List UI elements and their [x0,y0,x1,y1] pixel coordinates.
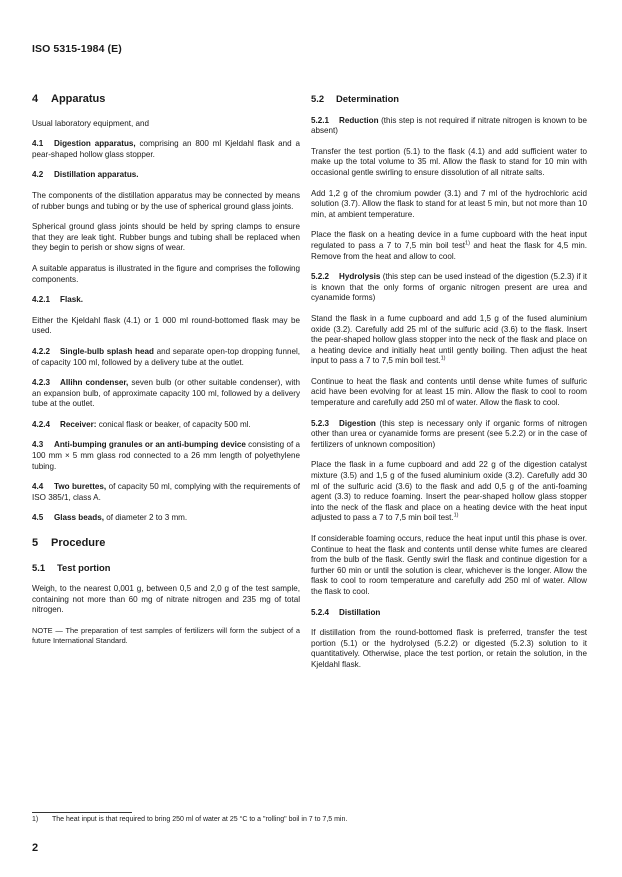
clause-4-2-3: 4.2.3 Allihn condenser, seven bulb (or other suitable condenser), with an expansion bulb, of approximate capacity 100 ml, followed by a delivery tube at the outlet. [32,378,301,409]
clause-5-2-3: 5.2.3 Digestion (this step is necessary only if organic forms of nitrogen other than urea or cyanamide forms are present (see 5.2.2) or in the case of fertilizers of unknown composition) [311,418,588,449]
paragraph: A suitable apparatus is illustrated in the figure and comprises the following components. [32,263,300,284]
left-column [32,94,300,655]
clause-4-5: 4.5 Glass beads, of diameter 2 to 3 mm. [32,513,188,523]
clause-5-2-4: 5.2.4 Distillation [311,607,381,617]
section-heading-procedure: 5 Procedure [32,537,106,550]
paragraph: Spherical ground glass joints should be held by spring clamps to ensure that they are leak tight. Rubber bungs and tubing shall be replaced when they begin to perish or show signs of wear. [32,222,300,253]
footnote: 1) The heat input is that required to bring 250 ml of water at 25 °C to a "rolling" boil in 7 to 7,5 min. [32,816,348,823]
clause-4-2-4: 4.2.4 Receiver: conical flask or beaker, of capacity 500 ml. [32,419,251,429]
footnote-reference: 1) [465,240,470,247]
page-number: 2 [32,842,39,854]
footnote-rule [32,812,132,813]
clause-4-2: 4.2 Distillation apparatus. [32,170,139,180]
clause-5-2-2: 5.2.2 Hydrolysis (this step can be used instead of the digestion (5.2.3) if it is known that the only forms of organic nitrogen present are urea and cyanamide forms) [311,272,587,303]
paragraph: Stand the flask in a fume cupboard and add 1,5 g of the fused aluminium oxide (3.2). Carefully add 25 ml of the sulfuric acid (3.6) to the flask. Insert the pear-shaped hollow glass stopper into the neck of the flask and place on a heating device and initially heat until gently boiling. Then adjust the heat input to pass a 7 to 7,5 min boil test.$^{1)}$ [311,313,587,366]
clause-4-1: 4.1 Digestion apparatus, comprising an 800 ml Kjeldahl flask and a pear-shaped hollow glass stopper. [32,139,300,159]
paragraph: Place the flask in a fume cupboard and add 22 g of the digestion catalyst mixture (3.5) and 1,5 g of the fused aluminium oxide (3.2). Carefully add 30 ml of the sulfuric acid (3.6) to the flask and add 0,5 g of the anti-foaming agent (3.3) to reduce foaming. Insert the pear-shaped hollow glass stopper into the neck of the flask and place on a heating device with the heat input adjusted to pass a 7 to 7,5 min boil test.$^{1)}$ [311,460,587,523]
paragraph: Weigh, to the nearest 0,001 g, between 0,5 and 2,0 g of the test sample, containing not more than 60 mg of nitrate nitrogen and 235 mg of total nitrogen. [32,584,300,615]
paragraph: Either the Kjeldahl flask (4.1) or 1 000 ml round-bottomed flask may be used. [32,315,300,336]
paragraph: If distillation from the round-bottomed flask is preferred, transfer the test portion (5.1) or the hydrolysed (5.2.2) or digested (5.2.3) solution to it quantitatively. Otherwise, place the test portion, or retain the solution, in the Kjeldahl flask. [311,628,587,669]
clause-5-2-1: 5.2.1 Reduction (this step is not required if nitrate nitrogen is known to be absent) [311,115,588,136]
paragraph: If considerable foaming occurs, reduce the heat input until this phase is over. Continue to heat the flask and contents until dense white fumes are cleared from the bulb of the flask. Gently swirl the flask and continue digestion for a further 60 min or until the solution is clear, whichever is the longer. Allow the flask to cool to room temperature and carefully add 250 ml of water. Allow the flask to cool. [311,534,587,596]
paragraph: Place the flask on a heating device in a fume cupboard with the heat input regulated to pass a 7 to 7,5 min boil test$^{1)}$ and heat the flask for 4,5 min. Remove from the heat and allow to cool. [311,230,587,261]
subsection-heading-test-portion: 5.1 Test portion [32,561,111,573]
paragraph: Usual laboratory equipment, and [32,118,149,128]
paragraph: The components of the distillation apparatus may be connected by means of rubber bungs and tubing or by the use of spherical ground glass joints. [32,190,300,211]
clause-4-3: 4.3 Anti-bumping granules or an anti-bumping device consisting of a 100 mm × 5 mm glass rod connected to a 26 mm length of polyethylene tubing. [32,440,301,471]
clause-4-2-1: 4.2.1 Flask. [32,295,83,305]
note: NOTE — The preparation of test samples of fertilizers will form the subject of a future International Standard. [32,626,300,645]
paragraph: Transfer the test portion (5.1) to the flask (4.1) and add sufficient water to make up the total volume to 35 ml. Allow the flask to stand for 10 min with occasional gentle swirling to ensure dissolution of all nitrate salts. [311,146,587,177]
footnote-reference: 1) [453,512,459,519]
footnote-reference: 1) [440,355,446,362]
document-header: ISO 5315-1984 (E) [32,43,122,55]
clause-4-2-2: 4.2.2 Single-bulb splash head and separate open-top dropping funnel, of capacity 100 ml, followed by a delivery tube at the outlet. [32,346,300,367]
section-heading-apparatus: 4 Apparatus [32,93,106,105]
right-column [311,94,587,681]
paragraph: Add 1,2 g of the chromium powder (3.1) and 7 ml of the hydrochloric acid solution (3.7). Allow the flask to stand for at least 5 min, but not more than 10 min, at ambient temperature. [311,188,587,219]
subsection-heading-determination: 5.2 Determination [311,93,400,104]
paragraph: Continue to heat the flask and contents until dense white fumes of sulfuric acid have been evolving for at least 15 min. Allow the flask to cool to room temperature and carefully add 250 ml of water. Allow the flask to cool. [311,376,587,408]
clause-4-4: 4.4 Two burettes, of capacity 50 ml, complying with the requirements of ISO 385/1, class A. [32,482,301,502]
